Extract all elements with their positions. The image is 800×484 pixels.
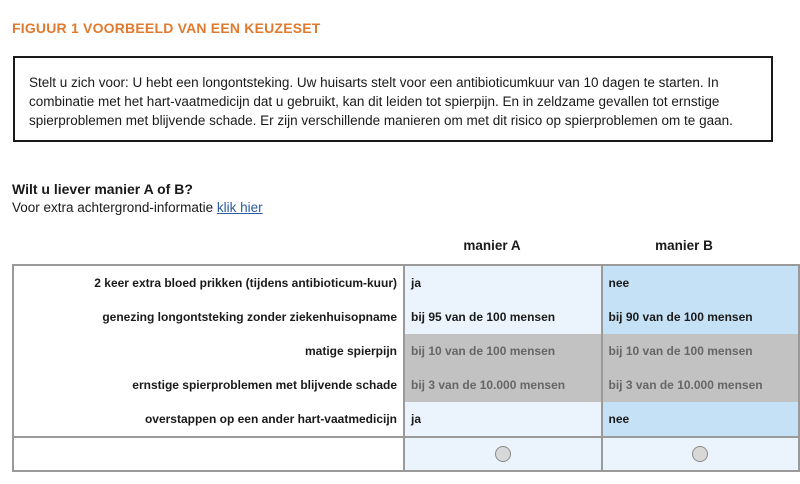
table-row [13, 300, 799, 334]
info-text: Voor extra achtergrond-informatie [12, 200, 214, 215]
option-a-value: ja [404, 265, 601, 300]
option-a-value: bij 95 van de 100 mensen [404, 300, 601, 334]
option-b-value: nee [602, 265, 800, 300]
info-link[interactable]: klik hier [216, 200, 263, 215]
attribute-label: ernstige spierproblemen met blijvende schade [13, 368, 404, 402]
info-line [12, 200, 263, 215]
table-row [13, 334, 799, 368]
choice-row [13, 437, 799, 471]
option-b-value: nee [602, 402, 800, 437]
option-b-cell [602, 437, 800, 471]
option-b-value: bij 3 van de 10.000 mensen [602, 368, 800, 402]
option-b-radio[interactable] [692, 446, 708, 462]
choice-table [12, 264, 800, 472]
option-a-value: bij 3 van de 10.000 mensen [404, 368, 601, 402]
choice-row-label [13, 437, 404, 471]
question-heading: Wilt u liever manier A of B? [12, 181, 193, 197]
scenario-text: Stelt u zich voor: U hebt een longontsteking. Uw huisarts stelt voor een antibioticumkuur van 10 dagen te starten. In combinatie met het hart-vaatmedicijn dat u gebruikt, kan dit leiden tot spierpijn. En in zeldzame gevallen tot ernstige spierproblemen met blijvende schade. Er zijn verschillende manieren om met dit risico op spierproblemen om te gaan. [29, 75, 733, 128]
table-row [13, 265, 799, 300]
attribute-label: overstappen op een ander hart-vaatmedicijn [13, 402, 404, 437]
table-row [13, 368, 799, 402]
option-a-radio[interactable] [495, 446, 511, 462]
attribute-label: 2 keer extra bloed prikken (tijdens antibioticum-kuur) [13, 265, 404, 300]
table-row [13, 402, 799, 437]
figure-title: FIGUUR 1 VOORBEELD VAN EEN KEUZESET [12, 20, 321, 36]
column-header-a: manier A [463, 238, 521, 253]
option-a-value: ja [404, 402, 601, 437]
option-b-value: bij 10 van de 100 mensen [602, 334, 800, 368]
attribute-label: matige spierpijn [13, 334, 404, 368]
column-header-b: manier B [655, 238, 713, 253]
attribute-label: genezing longontsteking zonder ziekenhuisopname [13, 300, 404, 334]
option-b-value: bij 90 van de 100 mensen [602, 300, 800, 334]
scenario-box [13, 56, 773, 142]
option-a-value: bij 10 van de 100 mensen [404, 334, 601, 368]
option-a-cell [404, 437, 601, 471]
